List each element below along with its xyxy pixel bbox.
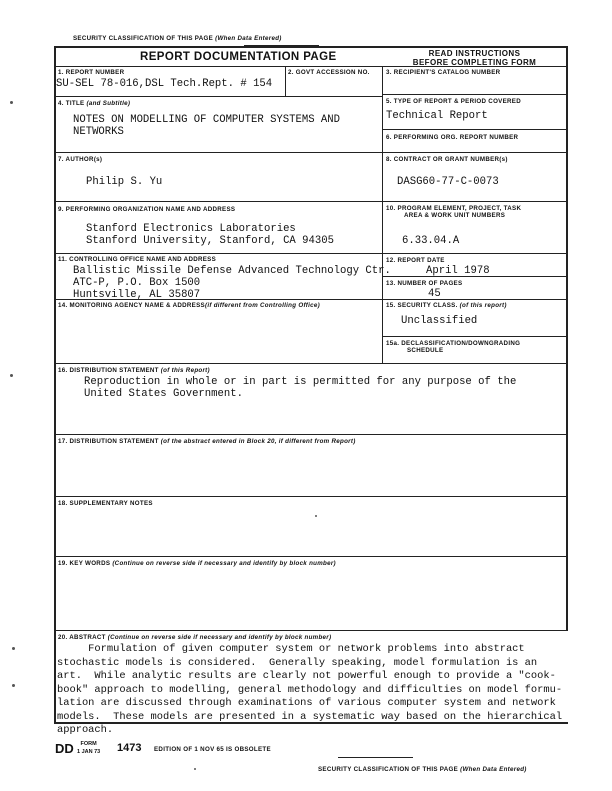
- form-title: REPORT DOCUMENTATION PAGE: [140, 51, 337, 63]
- block4-label: 4. TITLE (and Subtitle): [58, 100, 131, 107]
- margin-speck: [12, 684, 15, 687]
- margin-speck: [10, 374, 13, 377]
- distribution-line2: United States Government.: [84, 388, 243, 400]
- block8-label: 8. CONTRACT OR GRANT NUMBER(s): [386, 156, 508, 163]
- report-date-value: April 1978: [426, 265, 490, 277]
- org-line1: Stanford Electronics Laboratories: [86, 223, 296, 235]
- distribution-line1: Reproduction in whole or in part is permitted for any purpose of the: [84, 376, 517, 388]
- form-left-border: [54, 46, 56, 723]
- margin-speck: [10, 101, 13, 104]
- abstract-line: Formulation of given computer system or network problems into abstract: [57, 643, 525, 655]
- footer-dd: DD: [55, 741, 74, 756]
- form-number: 1473: [117, 742, 142, 754]
- org-line2: Stanford University, Stanford, CA 94305: [86, 235, 334, 247]
- security-classification-bottom: SECURITY CLASSIFICATION OF THIS PAGE (When Data Entered): [318, 766, 527, 773]
- contract-value: DASG60-77-C-0073: [397, 176, 499, 188]
- block16-label: 16. DISTRIBUTION STATEMENT (of this Report): [58, 367, 210, 374]
- abstract-line: models. These models are presented in a systematic way based on the hierarchical: [57, 710, 563, 723]
- edition-note: EDITION OF 1 NOV 65 IS OBSOLETE: [154, 746, 271, 753]
- title-line2: NETWORKS: [73, 126, 124, 138]
- program-element-value: 6.33.04.A: [402, 235, 460, 247]
- abstract-text: [57, 643, 562, 738]
- footer-form-date: FORM 1 JAN 73: [77, 741, 101, 755]
- block6-label: 6. PERFORMING ORG. REPORT NUMBER: [386, 134, 519, 141]
- report-type-value: Technical Report: [386, 110, 488, 122]
- security-class-value: Unclassified: [401, 315, 478, 327]
- margin-speck: [12, 647, 15, 650]
- report-number-value: SU-SEL 78-016,DSL Tech.Rept. # 154: [56, 78, 273, 90]
- controlling-office-line2: ATC-P, P.O. Box 1500: [73, 277, 201, 289]
- block18-label: 18. SUPPLEMENTARY NOTES: [58, 500, 153, 507]
- block14-label: 14. MONITORING AGENCY NAME & ADDRESS(if different from Controlling Office): [58, 302, 320, 309]
- block19-label: 19. KEY WORDS (Continue on reverse side if necessary and identify by block number): [58, 560, 336, 567]
- title-line1: NOTES ON MODELLING OF COMPUTER SYSTEMS AND: [73, 114, 341, 126]
- abstract-line: lation are discussed through examinations of various computer system and network: [57, 697, 556, 709]
- block13-label: 13. NUMBER OF PAGES: [386, 280, 463, 287]
- block17-label: 17. DISTRIBUTION STATEMENT (of the abstract entered in Block 20, if different from Report): [58, 438, 356, 445]
- block12-label: 12. REPORT DATE: [386, 257, 445, 264]
- block10-label: 10. PROGRAM ELEMENT, PROJECT, TASK AREA & WORK UNIT NUMBERS: [386, 205, 522, 219]
- abstract-line: book" approach to modelling, general methodology and difficulties on model formu-: [57, 683, 563, 696]
- block1-label: 1. REPORT NUMBER: [58, 69, 125, 76]
- controlling-office-line1: Ballistic Missile Defense Advanced Technology Ctr.: [73, 265, 391, 277]
- block9-label: 9. PERFORMING ORGANIZATION NAME AND ADDRESS: [58, 206, 236, 213]
- abstract-line: art. While analytic results are clearly not powerful enough to provide a "cook-: [57, 670, 556, 682]
- security-classification-top: SECURITY CLASSIFICATION OF THIS PAGE (When Data Entered): [73, 35, 282, 42]
- block20-label: 20. ABSTRACT (Continue on reverse side if necessary and identify by block number): [58, 634, 332, 641]
- block2-label: 2. GOVT ACCESSION NO.: [288, 69, 370, 76]
- block15-label: 15. SECURITY CLASS. (of this report): [386, 302, 507, 309]
- block5-label: 5. TYPE OF REPORT & PERIOD COVERED: [386, 98, 522, 105]
- abstract-line: stochastic models is considered. Generally speaking, model formulation is an: [57, 656, 538, 669]
- instructions-header: READ INSTRUCTIONS BEFORE COMPLETING FORM: [412, 49, 537, 67]
- form-right-border: [566, 46, 568, 630]
- abstract-line: approach.: [57, 724, 114, 736]
- controlling-office-line3: Huntsville, AL 35807: [73, 289, 201, 301]
- block11-label: 11. CONTROLLING OFFICE NAME AND ADDRESS: [58, 256, 217, 263]
- block15a-label: 15a. DECLASSIFICATION/DOWNGRADING SCHEDULE: [386, 340, 521, 354]
- block7-label: 7. AUTHOR(s): [58, 156, 103, 163]
- block3-label: 3. RECIPIENT'S CATALOG NUMBER: [386, 69, 501, 76]
- page-count-value: 45: [428, 288, 441, 300]
- author-value: Philip S. Yu: [86, 176, 163, 188]
